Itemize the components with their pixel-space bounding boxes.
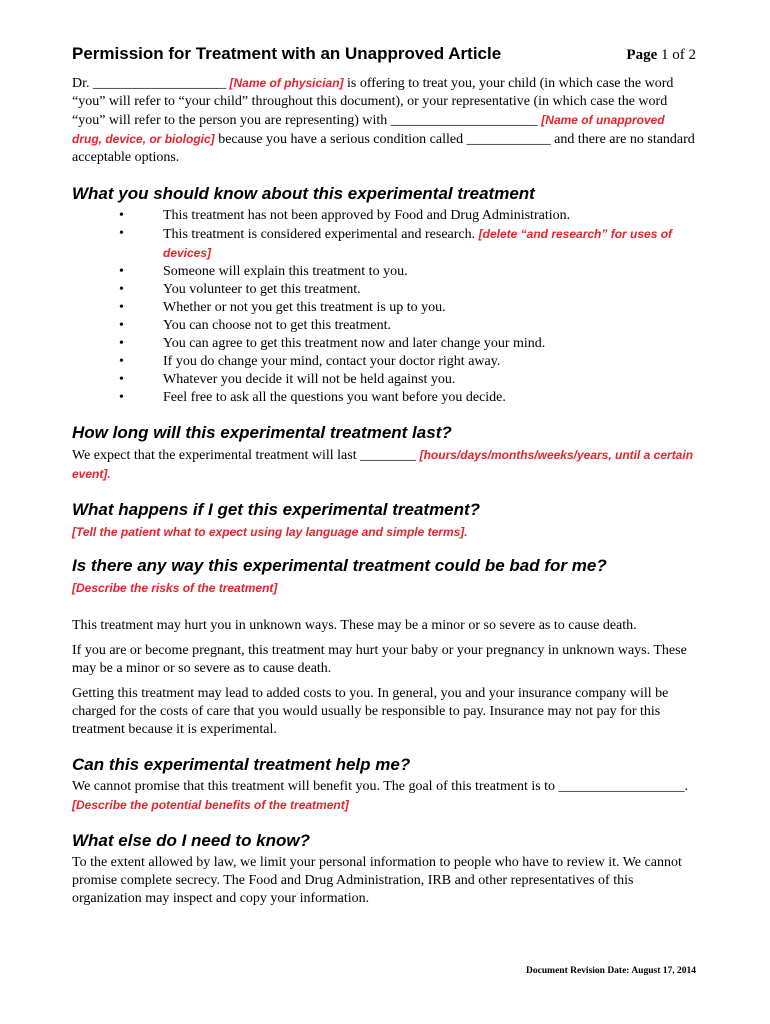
intro-text-2: is offering to treat you, your child (in which case the word “you” will refer to “your child” throughout this document), or your representative (in which case the word “you” will refer to the person you are representing) with _____________________	[72, 76, 674, 128]
list-item	[72, 207, 696, 225]
risks-paragraph-3: Getting this treatment may lead to added costs to you. In general, you and your insurance company will be charged for the costs of care that you would usually be responsible to pay. Insurance may not pay for this treatment because it is experimental.	[72, 686, 669, 737]
bullet-icon: •	[119, 372, 124, 387]
bullet-text: This treatment is considered experimental and research.	[163, 227, 479, 242]
bullet-text: Feel free to ask all the questions you want before you decide.	[163, 390, 506, 405]
heading-happens: What happens if I get this experimental treatment?	[72, 500, 481, 519]
bullet-text: You volunteer to get this treatment.	[163, 282, 361, 297]
page-label: Page	[626, 47, 658, 63]
bullet-icon: •	[119, 300, 124, 315]
list-item	[72, 299, 696, 317]
list-item	[72, 335, 696, 353]
else-paragraph: To the extent allowed by law, we limit your personal information to people who have to review it. We cannot promise complete secrecy. The Food and Drug Administration, IRB and other representatives of this organization may inspect and copy your information.	[72, 855, 682, 906]
bullet-text: Someone will explain this treatment to you.	[163, 264, 408, 279]
intro-text-3: because you have a serious condition called ____________ and there are no standard acceptable options.	[72, 132, 695, 165]
list-item	[72, 389, 696, 407]
risks-placeholder: [Describe the risks of the treatment]	[72, 581, 278, 595]
intro-paragraph	[72, 74, 696, 167]
risks-paragraph-1: This treatment may hurt you in unknown ways. These may be a minor or so severe as to cause death.	[72, 618, 637, 633]
help-paragraph	[72, 778, 696, 815]
list-item	[72, 353, 696, 371]
section-duration	[72, 422, 696, 484]
duration-paragraph	[72, 446, 696, 484]
happens-placeholder: [Tell the patient what to expect using lay language and simple terms].	[72, 525, 468, 539]
heading-risks: Is there any way this experimental treatment could be bad for me?	[72, 556, 607, 575]
title-row	[72, 44, 696, 70]
bullet-icon: •	[119, 336, 124, 351]
know-bullet-list	[72, 207, 696, 407]
bullet-icon: •	[119, 226, 124, 241]
page-count: 1 of 2	[661, 47, 696, 63]
physician-name-placeholder: [Name of physician]	[229, 76, 344, 90]
bullet-text: You can agree to get this treatment now and later change your mind.	[163, 336, 546, 351]
list-item	[72, 281, 696, 299]
bullet-text: You can choose not to get this treatment.	[163, 318, 391, 333]
duration-text: We expect that the experimental treatment will last ________	[72, 448, 420, 463]
document-title: Permission for Treatment with an Unapproved Article	[72, 44, 502, 63]
section-risks	[72, 555, 696, 739]
bullet-icon: •	[119, 208, 124, 223]
bullet-icon: •	[119, 354, 124, 369]
section-happens	[72, 499, 696, 541]
heading-duration: How long will this experimental treatment last?	[72, 423, 452, 442]
bullet-icon: •	[119, 318, 124, 333]
bullet-text: This treatment has not been approved by Food and Drug Administration.	[163, 208, 571, 223]
list-item	[72, 225, 696, 263]
list-item	[72, 317, 696, 335]
help-text: We cannot promise that this treatment will benefit you. The goal of this treatment is to __________________.	[72, 779, 689, 794]
risks-placeholder-paragraph	[72, 579, 696, 597]
section-help	[72, 754, 696, 815]
list-item	[72, 263, 696, 281]
section-know	[72, 183, 696, 407]
heading-help: Can this experimental treatment help me?	[72, 755, 411, 774]
section-else	[72, 830, 696, 908]
bullet-text: If you do change your mind, contact your doctor right away.	[163, 354, 501, 369]
bullet-text: Whatever you decide it will not be held against you.	[163, 372, 456, 387]
devices-note-placeholder: [delete “and research” for uses of devices]	[163, 227, 673, 260]
heading-else: What else do I need to know?	[72, 831, 311, 850]
bullet-icon: •	[119, 282, 124, 297]
document-page	[72, 44, 696, 908]
duration-period: .	[107, 467, 111, 481]
bullet-icon: •	[119, 390, 124, 405]
article-name-placeholder: [Name of unapproved drug, device, or biologic]	[72, 113, 665, 146]
happens-paragraph	[72, 523, 696, 541]
benefits-placeholder: [Describe the potential benefits of the treatment]	[72, 798, 349, 812]
risks-paragraph-2: If you are or become pregnant, this treatment may hurt your baby or your pregnancy in unknown ways. These may be a minor or so severe as to cause death.	[72, 643, 687, 676]
page-number	[626, 47, 696, 64]
list-item	[72, 371, 696, 389]
revision-date-footer: Document Revision Date: August 17, 2014	[526, 966, 696, 976]
intro-text-1: Dr. ___________________	[72, 76, 230, 91]
bullet-text: Whether or not you get this treatment is up to you.	[163, 300, 446, 315]
duration-placeholder: [hours/days/months/weeks/years, until a certain event]	[72, 448, 694, 481]
bullet-icon: •	[119, 264, 124, 279]
heading-know: What you should know about this experimental treatment	[72, 184, 535, 203]
